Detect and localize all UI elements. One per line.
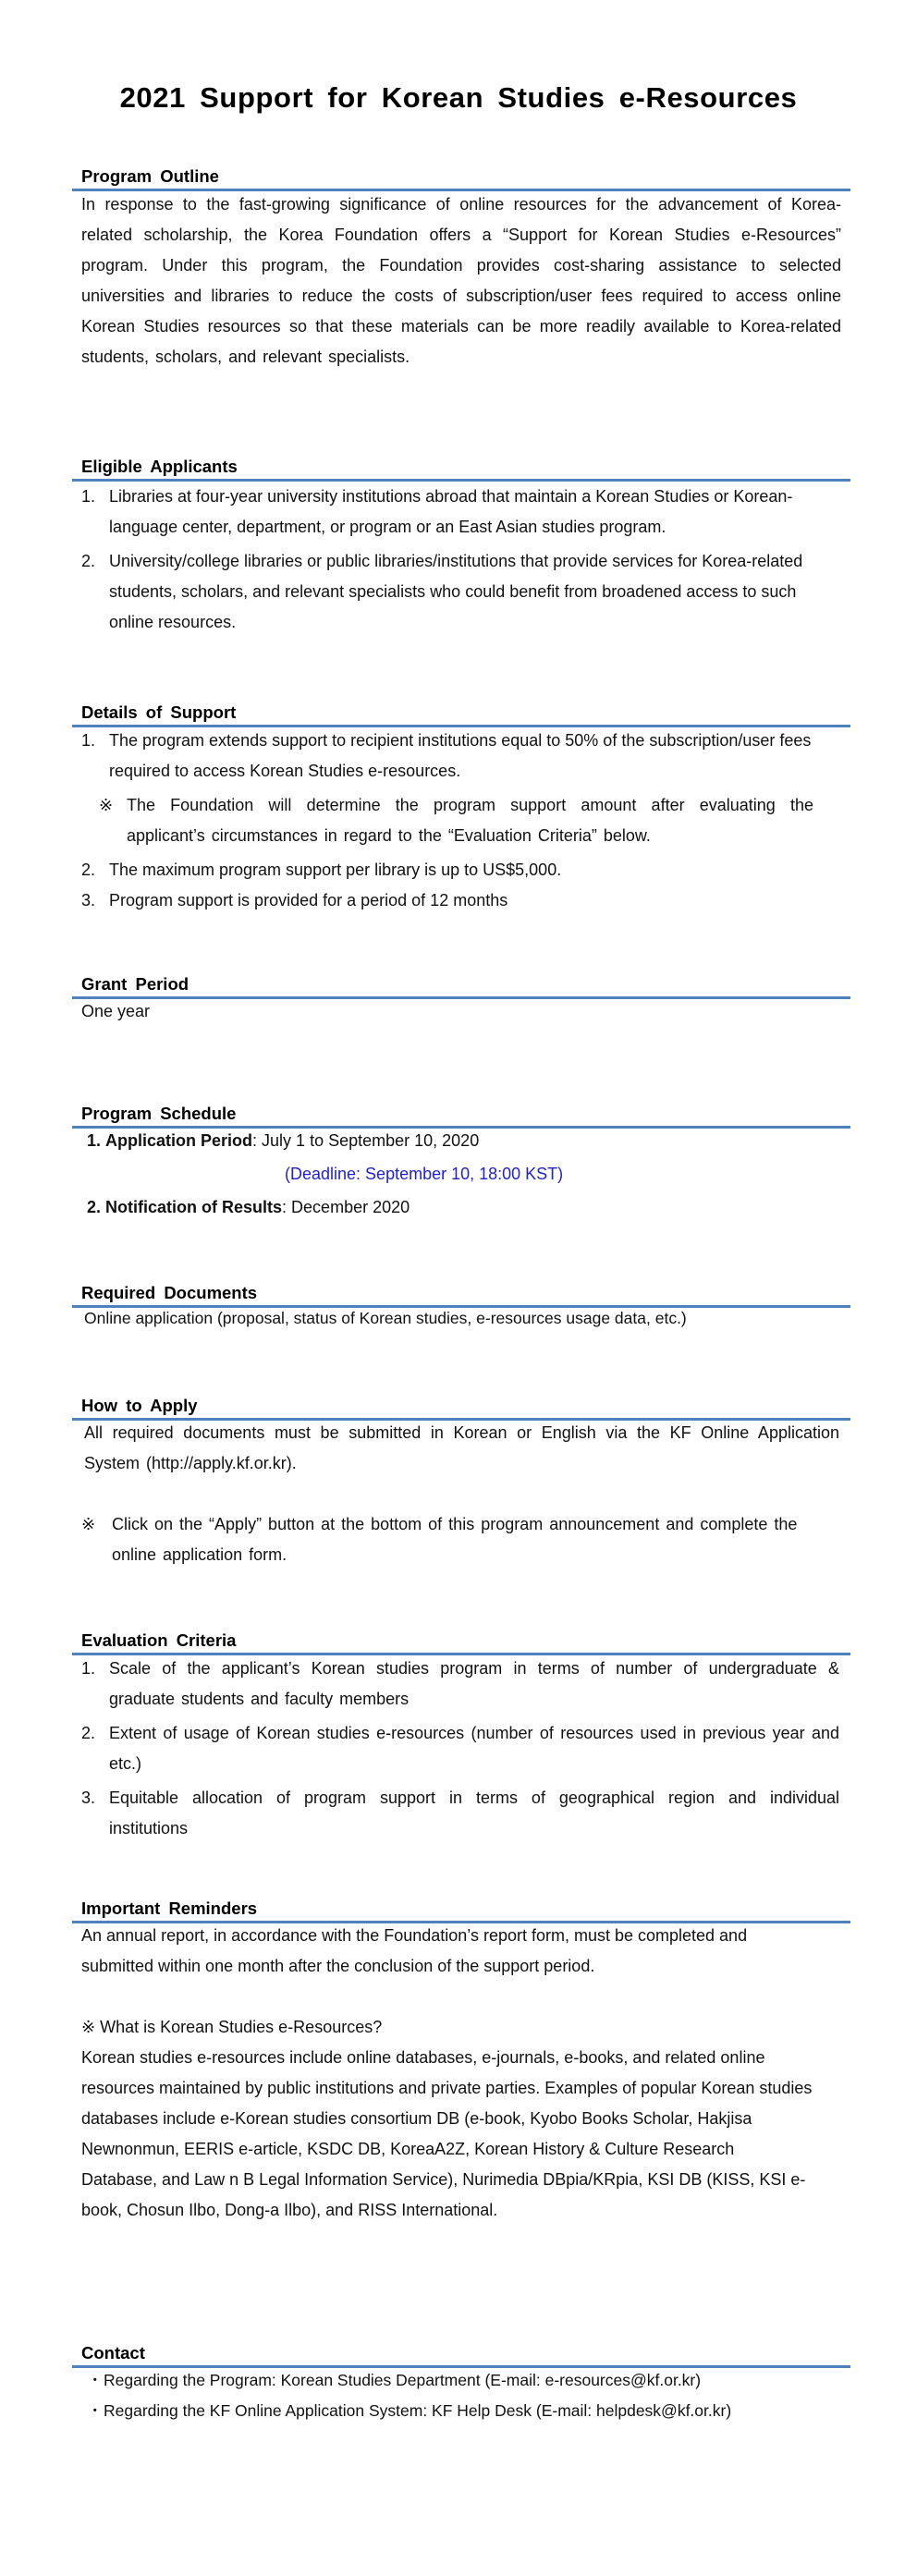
section-heading: Evaluation Criteria (81, 1630, 237, 1650)
grant-period-text: One year (81, 1002, 151, 1020)
section-heading: Required Documents (81, 1283, 258, 1302)
item-number: 2. (81, 1724, 96, 1742)
schedule-label: Application Period (105, 1131, 253, 1150)
item-text: Extent of usage of Korean studies e-resources (number of resources used in previous year and etc.) (109, 1724, 839, 1773)
bullet-icon: ・ (87, 2401, 104, 2420)
page-title: 2021 Support for Korean Studies e-Resources (119, 81, 798, 114)
item-text: Libraries at four-year university institutions abroad that maintain a Korean Studies or Korean-language center, department, or program or an East Asian studies program. (109, 487, 793, 536)
section-program-outline (72, 166, 850, 372)
schedule-label: Notification of Results (105, 1198, 283, 1216)
item-number: 2. (87, 1198, 102, 1216)
section-heading: Program Schedule (81, 1104, 237, 1123)
list-item (81, 885, 823, 916)
deadline-text: (Deadline: September 10, 18:00 KST) (285, 1165, 564, 1183)
contact-text: Regarding the KF Online Application System: KF Help Desk (E-mail: helpdesk@kf.or.kr) (104, 2401, 732, 2420)
item-number: 1. (81, 487, 96, 506)
item-text: Program support is provided for a period of 12 months (109, 891, 508, 910)
reference-mark-icon: ※ (81, 1515, 96, 1533)
what-is-heading: ※ What is Korean Studies e-Resources? (81, 2018, 383, 2036)
note (81, 790, 823, 851)
list-item (81, 546, 823, 638)
section-heading: Details of Support (81, 702, 237, 722)
section-heading: Important Reminders (81, 1898, 258, 1918)
section-important-reminders (72, 1898, 850, 2226)
section-details-of-support (72, 702, 850, 916)
item-text: The maximum program support per library is up to US$5,000. (109, 861, 562, 879)
note-text: Click on the “Apply” button at the bottom of this program announcement and complete the online application form. (112, 1515, 798, 1564)
section-heading: Eligible Applicants (81, 457, 238, 476)
section-eligible-applicants (72, 457, 850, 638)
contact-item (81, 2365, 841, 2396)
reminders-text: An annual report, in accordance with the Foundation’s report form, must be completed and submitted within one month after the conclusion of the support period. (81, 1926, 748, 1975)
item-number: 2. (81, 552, 96, 570)
list-item (81, 482, 823, 543)
section-heading: How to Apply (81, 1396, 198, 1415)
section-evaluation-criteria (72, 1630, 850, 1844)
item-text: Scale of the applicant’s Korean studies program in terms of number of undergraduate & graduate students and faculty members (109, 1659, 839, 1708)
section-contact (72, 2343, 850, 2426)
section-grant-period (72, 974, 850, 1027)
contact-text: Regarding the Program: Korean Studies Department (E-mail: e-resources@kf.or.kr) (104, 2371, 702, 2389)
contact-item (81, 2396, 841, 2426)
section-required-documents (72, 1283, 850, 1334)
schedule-value: : December 2020 (282, 1198, 410, 1216)
section-heading: Program Outline (81, 166, 219, 186)
item-text: University/college libraries or public libraries/institutions that provide services for Korea-related students, scholars, and relevant specialists who could benefit from broadened access to such online resources. (109, 552, 803, 631)
item-text: Equitable allocation of program support in terms of geographical region and individual institutions (109, 1789, 839, 1837)
section-how-to-apply (72, 1396, 850, 1570)
list-item (81, 1654, 839, 1715)
schedule-value: : July 1 to September 10, 2020 (252, 1131, 480, 1150)
item-number: 3. (81, 1789, 96, 1807)
section-heading: Contact (81, 2343, 145, 2362)
section-heading: Grant Period (81, 974, 190, 994)
item-text: The program extends support to recipient institutions equal to 50% of the subscription/user fees required to access Korean Studies e-resources. (109, 731, 812, 780)
section-program-schedule (72, 1104, 850, 1223)
item-number: 3. (81, 891, 96, 910)
note (81, 1509, 839, 1570)
list-item (81, 1718, 839, 1779)
item-number: 1. (87, 1131, 102, 1150)
item-number: 1. (81, 1659, 96, 1678)
schedule-application-period (87, 1126, 841, 1156)
schedule-notification (87, 1192, 841, 1223)
reference-mark-icon: ※ (99, 796, 114, 814)
what-is-text: Korean studies e-resources include online databases, e-journals, e-books, and related online resources maintained by public institutions and private parties. Examples of popular Korean studies databases include e-Korean studies consortium DB (e-book, Kyobo Books Scholar, Hakjisa Newnonmun, EERIS e-article, KSDC DB, KoreaA2Z, Korean History & Culture Research Database, and Law n B Legal Information Service), Nurimedia DBpia/KRpia, KSI DB (KISS, KSI e-book, Chosun Ilbo, Dong-a Ilbo), and RISS International. (81, 2048, 813, 2219)
list-item (81, 855, 823, 885)
item-number: 2. (81, 861, 96, 879)
outline-text: In response to the fast-growing significance of online resources for the advancement of Korea-related scholarship, the Korea Foundation offers a “Support for Korean Studies e-Resources” program. Under this program, the Foundation provides cost-sharing assistance to selected universities and libraries to reduce the costs of subscription/user fees required to access online Korean Studies resources so that these materials can be more readily available to Korea-related students, scholars, and relevant specialists. (81, 195, 841, 366)
required-documents-text: Online application (proposal, status of Korean studies, e-resources usage data, etc.) (84, 1309, 687, 1327)
how-to-apply-text: All required documents must be submitted in Korean or English via the KF Online Application System (http://apply.kf.or.kr). (84, 1423, 839, 1472)
list-item (81, 1783, 839, 1844)
list-item (81, 726, 823, 787)
item-number: 1. (81, 731, 96, 750)
bullet-icon: ・ (87, 2371, 104, 2389)
note-text: The Foundation will determine the program support amount after evaluating the applicant’s circumstances in regard to the “Evaluation Criteria” below. (127, 796, 813, 845)
